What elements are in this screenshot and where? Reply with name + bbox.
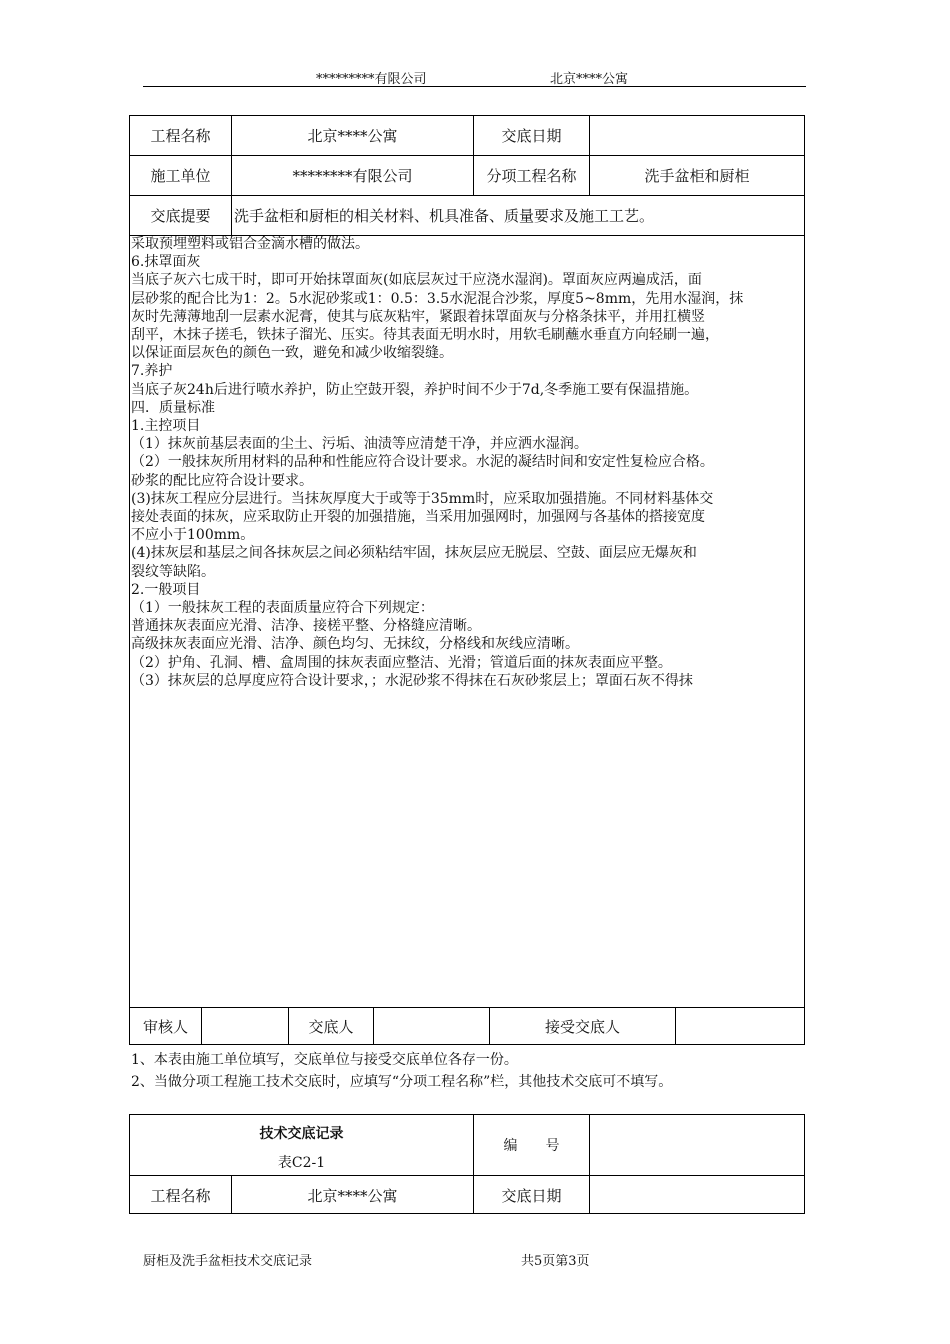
content-line: 普通抹灰表面应光滑、洁净、接槎平整、分格缝应清晰。 xyxy=(131,618,481,635)
content-line: 刮平，木抹子搓毛，铁抹子溜光、压实。待其表面无明水时，用软毛刷蘸水垂直方向轻刷一遍， xyxy=(131,327,719,344)
content-line: 当底子灰24h后进行喷水养护，防止空鼓开裂，养护时间不少于7d,冬季施工要有保温措施。 xyxy=(131,381,699,398)
content-line: 灰时先薄薄地刮一层素水泥膏，使其与底灰粘牢，紧跟着抹罩面灰与分格条抹平，并用扛横竖 xyxy=(131,308,705,325)
presenter-value xyxy=(374,1008,489,1045)
content-line: 当底子灰六七成干时，即可开始抹罩面灰(如底层灰过干应浇水湿润)。罩面灰应两遍成活，面 xyxy=(131,272,702,289)
content-line: 1.主控项目 xyxy=(131,418,201,435)
content-line: 高级抹灰表面应光滑、洁净、颜色均匀、无抹纹，分格线和灰线应清晰。 xyxy=(131,636,579,653)
form-number: 表C2-1 xyxy=(277,1155,326,1171)
header-project: 北京****公寓 xyxy=(550,72,629,87)
content-line: 裂纹等缺陷。 xyxy=(131,563,215,580)
unit-value: ********有限公司 xyxy=(292,167,413,185)
content-line: 层砂浆的配合比为1：2。5水泥砂浆或1：0.5：3.5水泥混合沙浆，厚度5~8mm，先用水湿润，抹 xyxy=(131,290,744,307)
reviewer-value xyxy=(202,1008,288,1045)
date-label-2: 交底日期 xyxy=(501,1186,562,1205)
content-line: （1）一般抹灰工程的表面质量应符合下列规定： xyxy=(131,600,434,617)
summary-value: 洗手盆柜和厨柜的相关材料、机具准备、质量要求及施工工艺。 xyxy=(234,207,655,225)
receiver-label: 接受交底人 xyxy=(544,1018,620,1036)
note-2: 2、当做分项工程施工技术交底时，应填写“分项工程名称”栏，其他技术交底可不填写。 xyxy=(131,1074,673,1090)
subproject-value: 洗手盆柜和厨柜 xyxy=(644,167,750,185)
date-label: 交底日期 xyxy=(501,127,562,145)
disclosure-content xyxy=(131,235,803,690)
content-line: （3）抹灰层的总厚度应符合设计要求，；水泥砂浆不得抹在石灰砂浆层上；罩面石灰不得抹 xyxy=(131,672,693,689)
receiver-value xyxy=(676,1008,804,1045)
content-line: (4)抹灰层和基层之间各抹灰层之间必须粘结牢固，抹灰层应无脱层、空鼓、面层应无爆灰和 xyxy=(131,545,697,562)
record-title: 技术交底记录 xyxy=(259,1126,344,1142)
content-line: （2）一般抹灰所用材料的品种和性能应符合设计要求。水泥的凝结时间和安定性复检应合格。 xyxy=(131,454,714,471)
subproject-label: 分项工程名称 xyxy=(486,167,577,185)
content-line: 2.一般项目 xyxy=(131,581,201,598)
content-line: （2）护角、孔洞、槽、盒周围的抹灰表面应整洁、光滑；管道后面的抹灰表面应平整。 xyxy=(131,654,672,671)
content-line: 砂浆的配比应符合设计要求。 xyxy=(131,472,313,489)
presenter-label: 交底人 xyxy=(308,1018,354,1036)
date-value xyxy=(590,116,804,155)
number-value xyxy=(590,1115,804,1175)
content-line: 以保证面层灰色的颜色一致，避免和减少收缩裂缝。 xyxy=(131,345,453,362)
summary-label: 交底提要 xyxy=(150,207,211,225)
content-line: 接处表面的抹灰，应采取防止开裂的加强措施，当采用加强网时，加强网与各基体的搭接宽度 xyxy=(131,509,705,526)
project-name-value-2: 北京****公寓 xyxy=(307,1186,398,1205)
number-label: 编 号 xyxy=(503,1138,560,1154)
header-company: *********有限公司 xyxy=(316,72,427,87)
unit-label: 施工单位 xyxy=(150,167,211,185)
content-line: (3)抹灰工程应分层进行。当抹灰厚度大于或等于35mm时，应采取加强措施。不同材料基体交 xyxy=(131,490,714,507)
footer-page-info: 共5页第3页 xyxy=(521,1254,590,1269)
header-rule xyxy=(143,86,806,87)
project-name-label: 工程名称 xyxy=(150,127,211,145)
project-name-label-2: 工程名称 xyxy=(150,1186,211,1205)
content-line: （1）抹灰前基层表面的尘土、污垢、油渍等应清楚干净，并应洒水湿润。 xyxy=(131,436,588,453)
content-line: 四．质量标准 xyxy=(131,399,215,416)
note-1: 1、本表由施工单位填写，交底单位与接受交底单位各存一份。 xyxy=(131,1052,518,1068)
project-name-value: 北京****公寓 xyxy=(307,127,398,145)
date-value-2 xyxy=(590,1176,804,1214)
content-line: 6.抹罩面灰 xyxy=(131,254,201,271)
reviewer-label: 审核人 xyxy=(142,1018,188,1036)
content-line: 不应小于100mm。 xyxy=(131,527,255,544)
content-line: 7.养护 xyxy=(131,363,173,380)
footer-doc-title: 厨柜及洗手盆柜技术交底记录 xyxy=(143,1254,313,1269)
content-line: 采取预埋塑料或铝合金滴水槽的做法。 xyxy=(131,236,369,252)
